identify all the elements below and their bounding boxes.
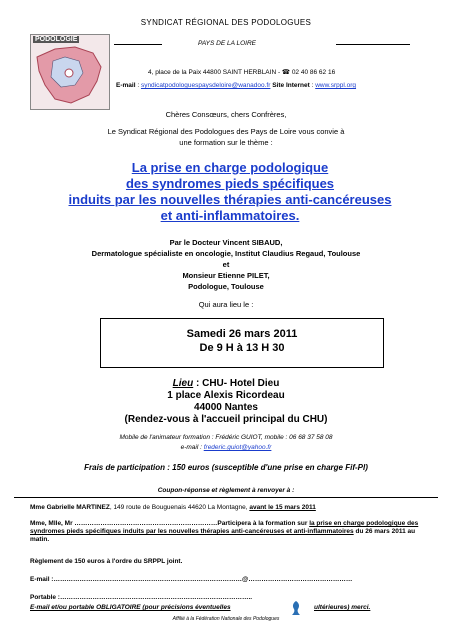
event-date: Samedi 26 mars 2011 bbox=[186, 328, 298, 340]
animator-email-line bbox=[0, 444, 452, 451]
location-street: 1 place Alexis Ricordeau bbox=[167, 390, 285, 401]
animator-email-label: e-mail : bbox=[180, 444, 202, 451]
obligatory-text: E-mail et/ou portable OBLIGATOIRE (pour précisions éventuelles bbox=[30, 604, 231, 611]
header-rule-left bbox=[114, 44, 162, 45]
form-separator bbox=[14, 497, 438, 498]
region-map-icon bbox=[31, 35, 109, 109]
participant-block bbox=[30, 520, 430, 544]
registration-deadline: avant le 15 mars 2011 bbox=[249, 504, 316, 511]
speaker-1-role: Dermatologue spécialiste en oncologie, Institut Claudius Regaud, Toulouse bbox=[91, 249, 361, 258]
intro-line-2: une formation sur le thème : bbox=[179, 138, 273, 147]
intro-line-1: Le Syndicat Régional des Podologues des Pays de Loire vous convie à bbox=[107, 127, 345, 136]
payment-note: Règlement de 150 euros à l'ordre du SRPPL joint. bbox=[30, 558, 183, 565]
recipient-line bbox=[30, 504, 316, 511]
location-name: : CHU- Hotel Dieu bbox=[193, 378, 280, 389]
contact-line: E-mail : syndicatpodologuespaysdeloire@wanadoo.fr Site Internet : www.srppl.org bbox=[116, 82, 357, 89]
address: 4, place de la Paix 44800 SAINT HERBLAIN - ☎ 02 40 86 62 16 bbox=[148, 69, 336, 76]
speakers-and: et bbox=[222, 260, 230, 269]
coupon-heading: Coupon-réponse et règlement à renvoyer à : bbox=[157, 487, 295, 494]
greeting: Chères Consœurs, chers Confrères, bbox=[165, 110, 287, 119]
syndicate-email-link[interactable]: syndicatpodologuespaysdeloire@wanadoo.fr bbox=[140, 82, 271, 89]
date-intro: Qui aura lieu le : bbox=[198, 300, 254, 309]
animator-email-link[interactable]: frederic.guiot@yahoo.fr bbox=[203, 444, 272, 451]
date-box bbox=[100, 318, 384, 368]
training-title bbox=[40, 160, 420, 224]
org-name: SYNDICAT RÉGIONAL DES PODOLOGUES bbox=[140, 18, 312, 27]
speakers bbox=[0, 237, 452, 292]
participant-date: du 26 mars 2011 au matin. bbox=[30, 528, 416, 543]
title-line-3: induits par les nouvelles thérapies anti-cancéreuses bbox=[68, 192, 392, 207]
title-line-2: des syndromes pieds spécifiques bbox=[125, 176, 335, 191]
podologie-logo bbox=[30, 34, 110, 110]
header-rule-right bbox=[336, 44, 410, 45]
obligatory-end: ultérieures) merci. bbox=[314, 604, 371, 611]
region-name: PAYS DE LA LOIRE bbox=[197, 40, 257, 47]
location bbox=[0, 378, 452, 426]
speaker-1-name: Par le Docteur Vincent SIBAUD, bbox=[169, 238, 283, 247]
email-field[interactable]: E-mail :……………………………………………………………………………@………………………………………… bbox=[30, 576, 353, 583]
speaker-2-name: Monsieur Etienne PILET, bbox=[182, 271, 270, 280]
logo-text: PODOLOGIE bbox=[35, 36, 78, 43]
location-city: 44000 Nantes bbox=[194, 402, 258, 413]
title-line-1: La prise en charge podologique bbox=[131, 160, 329, 175]
recipient-name: Mme Gabrielle MARTINEZ bbox=[30, 504, 110, 511]
email-label: E-mail bbox=[116, 82, 136, 89]
federation-logo-icon bbox=[290, 600, 302, 616]
title-line-4: et anti-inflammatoires. bbox=[160, 208, 300, 223]
animator-mobile: Mobile de l'animateur formation : Frédéric GUIOT, mobile : 06 68 37 58 08 bbox=[119, 434, 333, 441]
speaker-2-role: Podologue, Toulouse bbox=[188, 282, 264, 291]
location-note: (Rendez-vous à l'accueil principal du CHU) bbox=[124, 414, 328, 425]
location-label: Lieu bbox=[172, 378, 194, 389]
participant-topic: la prise en charge podologique des syndromes pieds spécifiques induits par les nouvelles thérapies anti-cancéreuses et anti-inflammatoires bbox=[30, 520, 419, 535]
participant-name-field[interactable]: Mme, Mlle, Mr …………………………………………………………Participera à la formation sur bbox=[30, 520, 308, 527]
recipient-address: , 149 route de Bouguenais 44620 La Montagne, bbox=[109, 504, 248, 511]
participation-fees: Frais de participation : 150 euros (susceptible d'une prise en charge Fif-Pl) bbox=[84, 463, 368, 472]
website-link[interactable]: www.srppl.org bbox=[315, 82, 357, 89]
obligatory-note bbox=[30, 604, 231, 611]
portable-field[interactable]: Portable :…………………………………………………………………………….. bbox=[30, 594, 253, 601]
federation-affiliation: Affilié à la Fédération Nationale des Podologues bbox=[172, 616, 280, 622]
site-label: Site Internet bbox=[272, 82, 310, 89]
event-time: De 9 H à 13 H 30 bbox=[199, 342, 285, 354]
